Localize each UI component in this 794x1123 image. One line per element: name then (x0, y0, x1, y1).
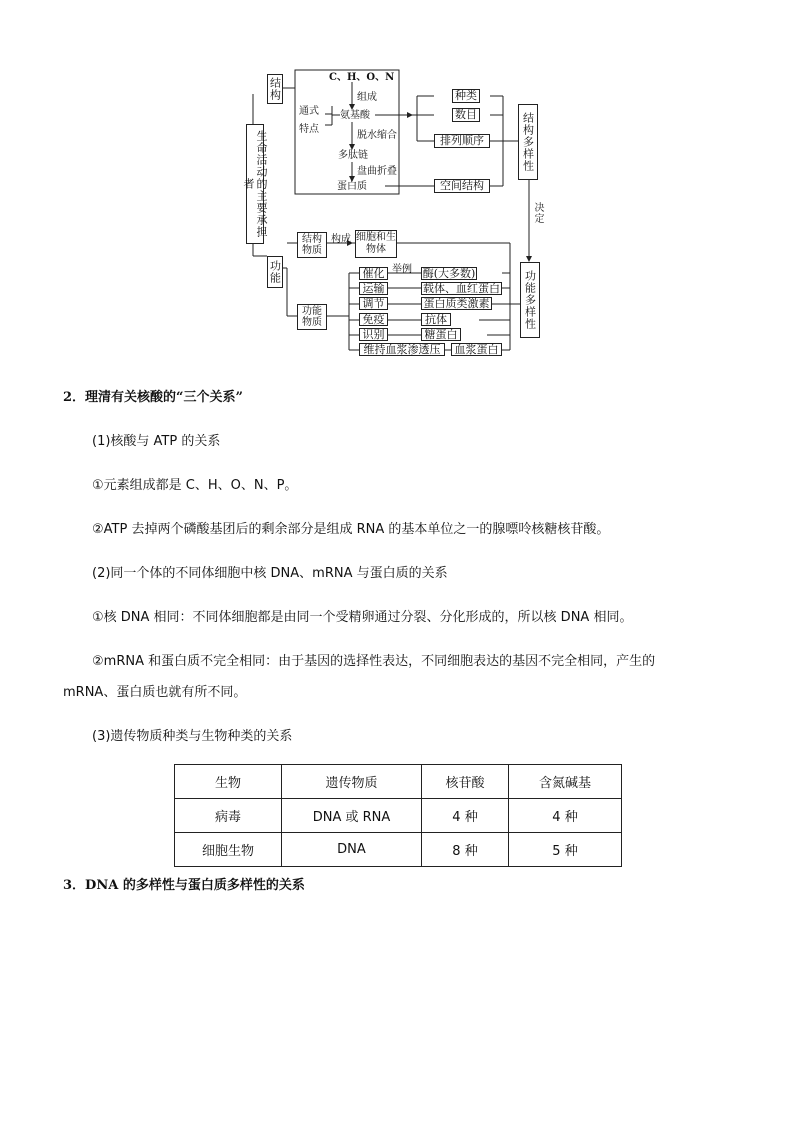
table-header-row (175, 765, 622, 799)
dehydration-label: 脱水缩合 (357, 130, 397, 141)
paragraph-mrna-line2: mRNA、蛋白质也就有所不同。 (63, 685, 247, 700)
table-cell: DNA (282, 833, 422, 867)
number-box: 数目 (452, 108, 480, 122)
example-enzyme: 酶(大多数) (422, 266, 476, 280)
sequence-box: 排列顺序 (434, 134, 490, 148)
table-row (175, 833, 622, 867)
table-cell: DNA 或 RNA (282, 799, 422, 833)
genetic-material-table (174, 764, 622, 867)
subsection-2-title: (2)同一个体的不同体细胞中核 DNA、mRNA 与蛋白质的关系 (92, 566, 448, 581)
polypeptide-label: 多肽链 (338, 150, 368, 161)
section-2-heading: 2．理清有关核酸的“三个关系” (63, 390, 244, 405)
function-regulation: 调节 (359, 297, 388, 310)
cells-organisms-box: 细胞和生物体 (355, 230, 397, 258)
example-hormone: 蛋白质类激素 (421, 297, 492, 310)
paragraph-dna-same: ①核 DNA 相同：不同体细胞都是由同一个受精卵通过分裂、分化形成的，所以核 DNA 相同。 (92, 610, 633, 625)
constitute-label: 构成 (331, 234, 351, 245)
decides-label: 决定 (532, 202, 543, 224)
spatial-box: 空间结构 (434, 179, 490, 193)
function-recognition: 识别 (359, 328, 388, 341)
subsection-3-title: (3)遗传物质种类与生物种类的关系 (92, 729, 293, 744)
table-cell: 5 种 (509, 833, 622, 867)
table-cell: 4 种 (422, 799, 509, 833)
table-header-cell: 含氮碱基 (509, 765, 622, 799)
diagram-connectors (245, 68, 545, 360)
formula-label-2: 特点 (299, 124, 319, 135)
protein-label: 蛋白质 (337, 181, 367, 192)
functional-substance-box: 功能物质 (297, 304, 327, 330)
formula-label-1: 通式 (299, 106, 319, 117)
section-3-heading: 3．DNA 的多样性与蛋白质多样性的关系 (63, 878, 305, 893)
kinds-box: 种类 (452, 89, 480, 103)
main-role-box: 生命活动的主要承担者 (246, 124, 264, 244)
function-osmotic: 维持血浆渗透压 (359, 343, 445, 356)
function-transport: 运输 (359, 282, 388, 295)
function-diversity-box: 功能多样性 (520, 262, 540, 338)
table-cell: 8 种 (422, 833, 509, 867)
function-catalysis: 催化 (359, 267, 388, 280)
example-glycoprotein: 糖蛋白 (421, 328, 461, 341)
function-box: 功能 (267, 256, 283, 288)
amino-acid-label: 氨基酸 (340, 110, 370, 121)
table-cell: 病毒 (175, 799, 282, 833)
table-row (175, 799, 622, 833)
example-carrier: 载体、血红蛋白 (423, 281, 500, 295)
elements-label: C、H、O、N (329, 72, 395, 83)
structural-substance-box: 结构物质 (297, 232, 327, 258)
paragraph-elements: ①元素组成都是 C、H、O、N、P。 (92, 478, 298, 493)
structure-box: 结构 (267, 74, 283, 104)
example-plasma-protein: 血浆蛋白 (451, 343, 502, 356)
paragraph-atp: ②ATP 去掉两个磷酸基团后的剩余部分是组成 RNA 的基本单位之一的腺嘌呤核糖核苷酸。 (92, 522, 610, 537)
table-header-cell: 核苷酸 (422, 765, 509, 799)
protein-concept-diagram (242, 68, 545, 360)
table-header-cell: 生物 (175, 765, 282, 799)
folding-label: 盘曲折叠 (357, 166, 397, 177)
subsection-1-title: (1)核酸与 ATP 的关系 (92, 434, 221, 449)
compose-label: 组成 (357, 92, 377, 103)
structure-diversity-box: 结构多样性 (518, 104, 538, 180)
table-header-cell: 遗传物质 (282, 765, 422, 799)
function-immunity: 免疫 (359, 313, 388, 326)
table-cell: 4 种 (509, 799, 622, 833)
table-cell: 细胞生物 (175, 833, 282, 867)
paragraph-mrna-line1: ②mRNA 和蛋白质不完全相同：由于基因的选择性表达，不同细胞表达的基因不完全相同，产生的 (92, 654, 656, 669)
examples-label: 举例 (392, 264, 412, 275)
example-antibody: 抗体 (421, 313, 451, 326)
